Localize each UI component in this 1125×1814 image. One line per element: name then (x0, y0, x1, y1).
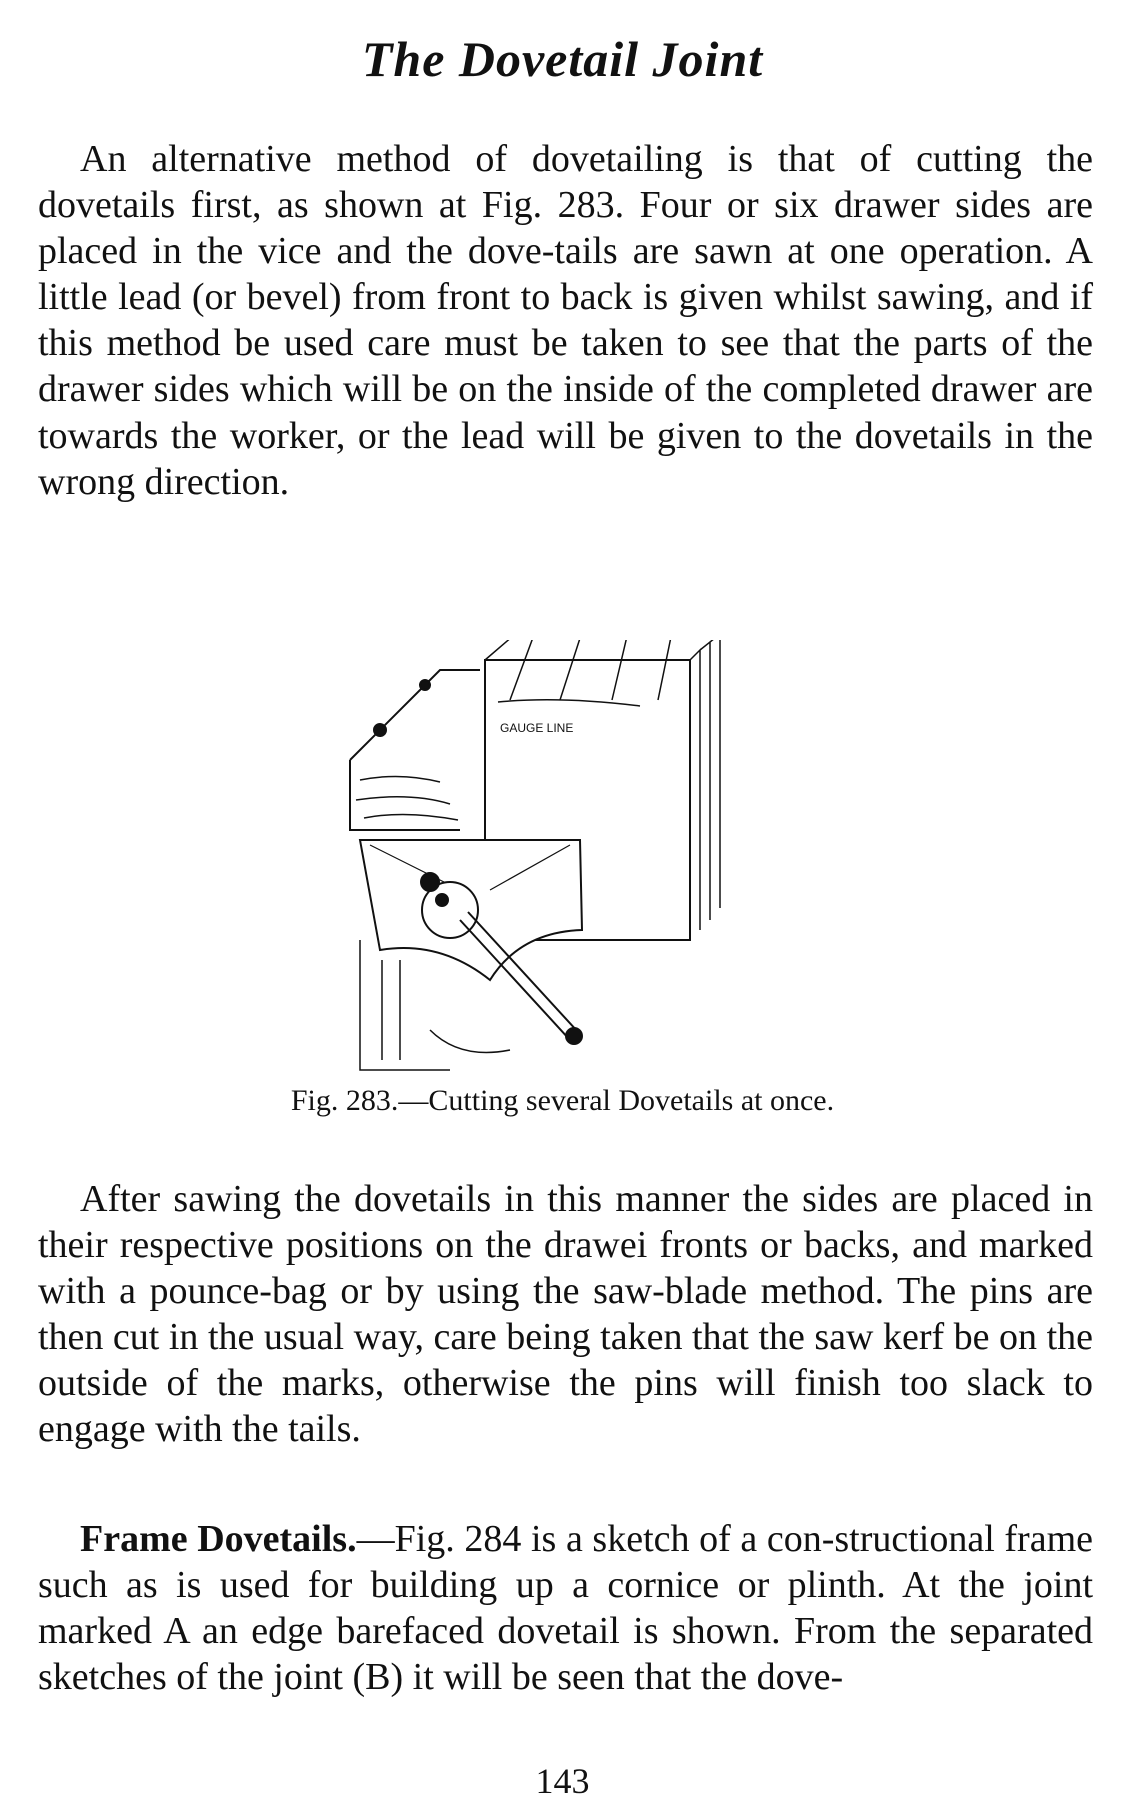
bench-front-outline (350, 760, 460, 830)
bench-leg (360, 940, 450, 1070)
paragraph-3 (38, 1516, 1093, 1700)
figure-vice-drawer-sides (320, 640, 800, 1080)
gauge-line-label: GAUGE LINE (500, 721, 574, 735)
page-number: 143 (535, 1761, 590, 1801)
paragraph-3-text: —Fig. 284 is a sketch of a con-structional frame such as is used for building up a cornice or plinth. At the joint marked A an edge barefaced dovetail is shown. From the separated sketches of the joint (B) it will be seen that the dove- (38, 1518, 1093, 1699)
figure-caption: Fig. 283.—Cutting several Dovetails at once. (290, 1084, 835, 1117)
section-runin-heading: Frame Dovetails. (80, 1518, 357, 1560)
paragraph-1: An alternative method of dovetailing is that of cutting the dovetails first, as shown at Fig. 283. Four or six drawer sides are placed in the vice and the dove-tails are sawn at one operation. A little lead (or bevel) from front to back is given whilst sawing, and if this method be used care must be taken to see that the parts of the drawer sides which will be on the inside of the completed drawer are towards the worker, or the lead will be given to the dovetails in the wrong direction. (38, 138, 1093, 503)
paragraph-2: After sawing the dovetails in this manner the sides are placed in their respective positions on the drawei fronts or backs, and marked with a pounce-bag or by using the saw-blade method. The pins are then cut in the usual way, care being taken that the saw kerf be on the outside of the marks, otherwise the pins will finish too slack to engage with the tails. (38, 1178, 1093, 1451)
bench-top-outline (350, 670, 480, 760)
running-head: The Dovetail Joint (361, 31, 764, 87)
